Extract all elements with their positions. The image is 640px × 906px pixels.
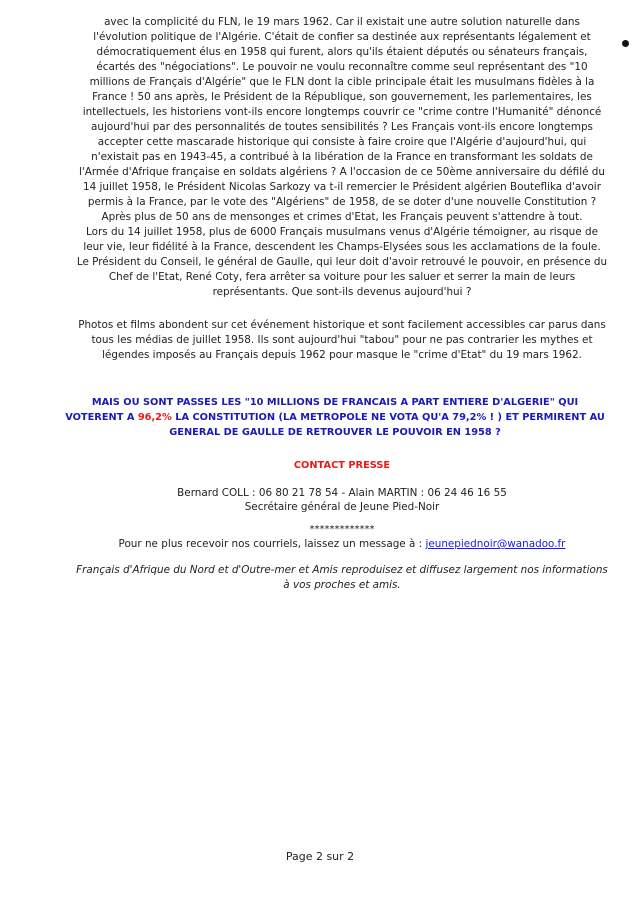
- highlight-question-start: MAIS OU SONT PASSES LES "10 MILLIONS DE FRANCAIS A PART ENTIERE D'ALGERIE" QUI VOTERENT A: [65, 397, 579, 423]
- contact-phones: Bernard COLL : 06 80 21 78 54 - Alain MARTIN : 06 24 46 16 55: [177, 487, 507, 499]
- unsubscribe-line: [76, 538, 608, 550]
- highlight-percentage: 96,2%: [137, 412, 172, 423]
- separator-stars: *************: [309, 524, 375, 535]
- paragraph-2: Lors du 14 juillet 1958, plus de 6000 Français musulmans venus d'Algérie témoigner, au risque de leur vie, leur fidélité à la France, descendent les Champs-Elysées sous les acclamations de la foule. Le Président du Conseil, le général de Gaulle, qui leur doit d'avoir retrouvé le pouvoir, en présence du Chef de l'Etat, René Coty, fera arrêter sa voiture pour les saluer et serrer la main de leurs représentants. Que sont-ils devenus aujourd'hui ?: [76, 226, 608, 298]
- contact-role: Secrétaire général de Jeune Pied-Noir: [244, 501, 440, 513]
- paragraph-1: avec la complicité du FLN, le 19 mars 1962. Car il existait une autre solution naturelle dans l'évolution politique de l'Algérie. C'était de confier sa destinée aux représentants légalement et démocratiquement élus en 1958 qui furent, alors qu'ils étaient députés ou sénateurs français, écartés des "négociations". Le pouvoir ne voulu reconnaître comme seul représentant des "10 millions de Français d'Algérie" que le FLN dont la cible principale était les musulmans fidèles à la France ! 50 ans après, le Président de la République, son gouvernement, les parlementaires, les intellectuels, les historiens vont-ils encore longtemps couvrir ce "crime contre l'Humanité" dénoncé aujourd'hui par des personnalités de toutes sensibilités ? Les Français vont-ils encore longtemps accepter cette mascarade historique qui consiste à faire croire que l'Algérie d'aujourd'hui, qui n'existait pas en 1943-45, a contribué à la libération de la France en transformant les soldats de l'Armée d'Afrique française en soldats algériens ? A l'occasion de ce 50ème anniversaire du défilé du 14 juillet 1958, le Président Nicolas Sarkozy va t-il remercier le Président algérien Bouteflika d'avoir permis à la France, par le vote des "Algériens" de 1958, de se doter d'une nouvelle Constitution ? Après plus de 50 ans de mensonges et crimes d'Etat, les Français peuvent s'attendre à tout.: [78, 16, 605, 223]
- highlight-question-end: LA CONSTITUTION (LA METROPOLE NE VOTA QU'A 79,2% ! ) ET PERMIRENT AU GENERAL DE GAULLE DE RETROUVER LE POUVOIR EN 1958 ?: [169, 412, 605, 438]
- unsubscribe-text: Pour ne plus recevoir nos courriels, laissez un message à :: [118, 538, 426, 550]
- page-number: Page 2 sur 2: [285, 850, 355, 863]
- paragraph-3: Photos et films abondent sur cet événement historique et sont facilement accessibles car parus dans tous les médias de juillet 1958. Ils sont aujourd'hui "tabou" pour ne pas contrarier les mythes et légendes imposés au Français depuis 1962 pour masque le "crime d'Etat" du 19 mars 1962.: [78, 319, 606, 361]
- highlight-question: [62, 395, 608, 440]
- bullet-icon: [622, 40, 629, 47]
- email-link[interactable]: jeunepiednoir@wanadoo.fr: [425, 538, 566, 550]
- closing-note: Français d'Afrique du Nord et d'Outre-mer et Amis reproduisez et diffusez largement nos informations à vos proches et amis.: [76, 564, 608, 591]
- contact-heading: CONTACT PRESSE: [293, 460, 391, 471]
